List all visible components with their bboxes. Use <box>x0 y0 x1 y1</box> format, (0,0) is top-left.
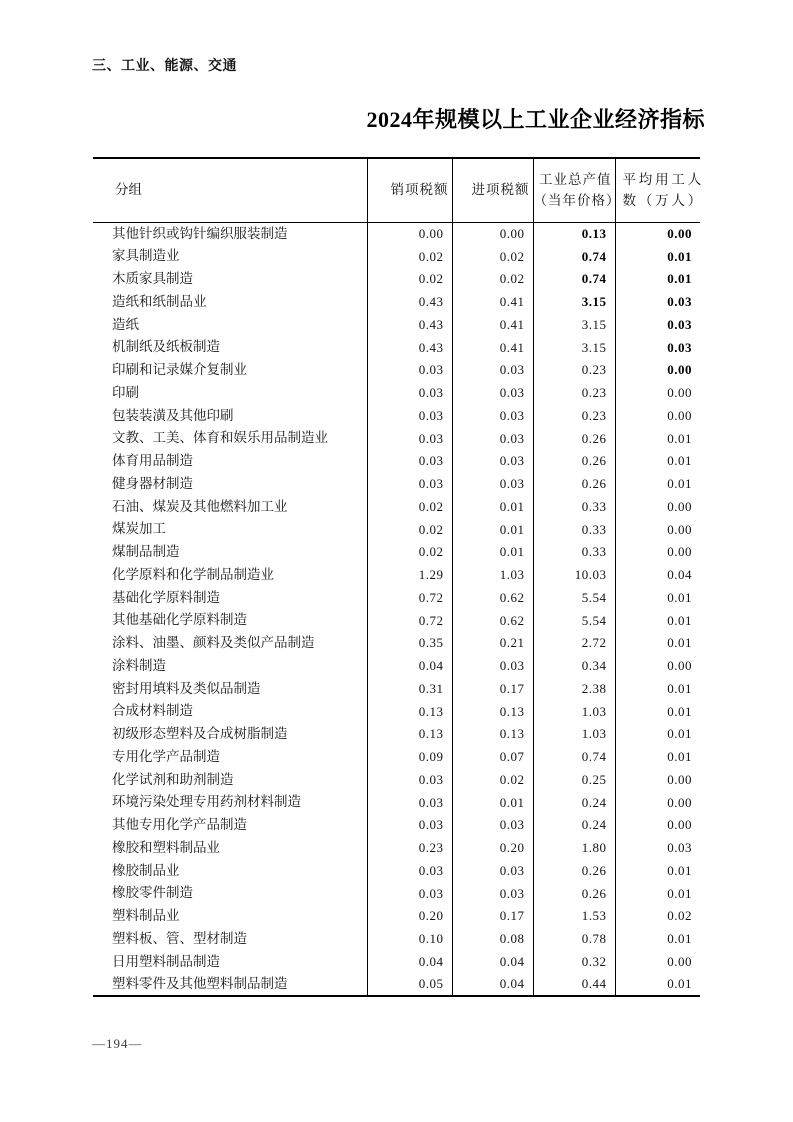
table-row <box>93 950 700 973</box>
row-value: 0.26 <box>533 472 615 495</box>
column-header-gross-output-value <box>533 158 621 222</box>
row-value: 0.00 <box>615 495 700 518</box>
table-row <box>93 222 700 245</box>
row-category: 橡胶零件制造 <box>112 885 193 901</box>
row-value: 0.04 <box>367 950 452 973</box>
row-value: 0.00 <box>615 359 700 382</box>
table-row <box>93 700 700 723</box>
table-row <box>93 859 700 882</box>
row-value: 0.05 <box>367 973 452 996</box>
row-value: 1.03 <box>533 700 615 723</box>
row-value: 0.26 <box>533 450 615 473</box>
row-value: 0.26 <box>533 882 615 905</box>
row-value: 0.23 <box>533 359 615 382</box>
row-value: 0.01 <box>615 427 700 450</box>
row-value: 0.13 <box>367 700 452 723</box>
row-value: 0.00 <box>615 404 700 427</box>
row-value: 0.01 <box>452 495 533 518</box>
column-header-avg-employees <box>615 158 704 222</box>
row-value: 0.03 <box>367 381 452 404</box>
row-value: 0.01 <box>452 541 533 564</box>
row-value: 0.04 <box>615 563 700 586</box>
row-value: 0.04 <box>452 973 533 996</box>
row-category: 健身器材制造 <box>112 475 193 491</box>
row-value: 0.02 <box>367 495 452 518</box>
table-body <box>93 222 700 996</box>
row-value: 0.03 <box>452 654 533 677</box>
row-value: 0.04 <box>452 950 533 973</box>
row-value: 0.03 <box>367 359 452 382</box>
table-row <box>93 586 700 609</box>
table-row <box>93 654 700 677</box>
row-value: 0.26 <box>533 859 615 882</box>
row-value: 0.02 <box>367 541 452 564</box>
row-category: 塑料制品业 <box>112 908 180 924</box>
row-value: 0.00 <box>615 518 700 541</box>
row-value: 0.33 <box>533 518 615 541</box>
row-value: 0.01 <box>615 245 700 268</box>
row-value: 0.31 <box>367 677 452 700</box>
row-category: 包装装潢及其他印刷 <box>112 407 234 423</box>
table-row <box>93 723 700 746</box>
row-value: 0.03 <box>367 427 452 450</box>
row-category: 涂料、油墨、颜料及类似产品制造 <box>112 635 315 651</box>
row-category: 木质家具制造 <box>112 271 193 287</box>
row-value: 0.17 <box>452 677 533 700</box>
column-header-label: 分组 <box>115 182 142 198</box>
row-value: 0.78 <box>533 927 615 950</box>
row-value: 0.23 <box>367 836 452 859</box>
row-value: 0.03 <box>367 450 452 473</box>
row-value: 0.24 <box>533 791 615 814</box>
row-value: 0.43 <box>367 313 452 336</box>
table-row <box>93 632 700 655</box>
row-value: 0.23 <box>533 381 615 404</box>
row-value: 0.33 <box>533 541 615 564</box>
row-category: 环境污染处理专用药剂材料制造 <box>112 794 301 810</box>
row-value: 0.34 <box>533 654 615 677</box>
row-value: 3.15 <box>533 313 615 336</box>
row-value: 0.62 <box>452 609 533 632</box>
row-value: 0.13 <box>367 723 452 746</box>
row-category: 日用塑料制品制造 <box>112 953 220 969</box>
row-category: 塑料板、管、型材制造 <box>112 930 247 946</box>
row-value: 0.00 <box>367 222 452 245</box>
row-value: 0.00 <box>615 222 700 245</box>
row-value: 1.03 <box>452 563 533 586</box>
table-row <box>93 836 700 859</box>
row-value: 0.10 <box>367 927 452 950</box>
row-category: 涂料制造 <box>112 657 166 673</box>
row-value: 0.03 <box>452 427 533 450</box>
row-value: 0.03 <box>367 404 452 427</box>
row-value: 0.00 <box>615 791 700 814</box>
table-row <box>93 427 700 450</box>
row-value: 0.07 <box>452 745 533 768</box>
row-value: 0.21 <box>452 632 533 655</box>
row-value: 0.01 <box>615 700 700 723</box>
indicators-table <box>93 157 704 997</box>
row-value: 0.00 <box>615 950 700 973</box>
table-header <box>93 158 704 222</box>
row-value: 0.03 <box>615 336 700 359</box>
table-row <box>93 268 700 291</box>
row-category: 家具制造业 <box>112 248 180 264</box>
row-value: 0.74 <box>533 268 615 291</box>
row-value: 0.03 <box>452 404 533 427</box>
row-value: 0.41 <box>452 313 533 336</box>
row-value: 0.01 <box>615 632 700 655</box>
row-value: 0.43 <box>367 336 452 359</box>
row-value: 3.15 <box>533 290 615 313</box>
row-value: 0.03 <box>367 768 452 791</box>
column-header-output-tax <box>367 158 452 222</box>
table-row <box>93 882 700 905</box>
row-category: 煤炭加工 <box>112 521 166 537</box>
row-value: 0.03 <box>615 290 700 313</box>
row-value: 0.03 <box>452 814 533 837</box>
row-value: 0.74 <box>533 245 615 268</box>
row-category: 体育用品制造 <box>112 453 193 469</box>
row-value: 5.54 <box>533 609 615 632</box>
row-value: 0.25 <box>533 768 615 791</box>
row-category: 其他针织或钩针编织服装制造 <box>112 225 288 241</box>
row-category: 化学试剂和助剂制造 <box>112 771 234 787</box>
row-value: 0.00 <box>615 541 700 564</box>
row-value: 0.72 <box>367 586 452 609</box>
table-row <box>93 814 700 837</box>
row-value: 0.02 <box>452 768 533 791</box>
row-value: 0.02 <box>367 268 452 291</box>
table-row <box>93 541 700 564</box>
row-value: 0.01 <box>615 723 700 746</box>
row-value: 0.03 <box>367 882 452 905</box>
row-value: 0.02 <box>615 905 700 928</box>
row-value: 0.44 <box>533 973 615 996</box>
row-value: 0.04 <box>367 654 452 677</box>
row-value: 3.15 <box>533 336 615 359</box>
row-value: 10.03 <box>533 563 615 586</box>
table-row <box>93 336 700 359</box>
column-header-group <box>93 158 367 222</box>
table-row <box>93 245 700 268</box>
table-row <box>93 495 700 518</box>
row-value: 0.03 <box>615 836 700 859</box>
row-value: 0.01 <box>615 472 700 495</box>
row-category: 塑料零件及其他塑料制品制造 <box>112 975 288 991</box>
row-value: 0.17 <box>452 905 533 928</box>
table-row <box>93 359 700 382</box>
row-value: 0.03 <box>452 472 533 495</box>
page-title: 2024年规模以上工业企业经济指标 <box>366 107 705 132</box>
row-category: 造纸 <box>112 316 139 332</box>
table-row <box>93 973 700 996</box>
row-value: 0.35 <box>367 632 452 655</box>
row-value: 0.03 <box>367 814 452 837</box>
row-value: 0.00 <box>615 768 700 791</box>
row-value: 0.01 <box>615 677 700 700</box>
row-value: 0.33 <box>533 495 615 518</box>
row-category: 橡胶和塑料制品业 <box>112 839 220 855</box>
row-value: 0.03 <box>452 450 533 473</box>
row-value: 0.00 <box>615 654 700 677</box>
row-category: 密封用填料及类似品制造 <box>112 680 261 696</box>
table-row <box>93 404 700 427</box>
table-row <box>93 745 700 768</box>
row-value: 0.01 <box>615 882 700 905</box>
table-row <box>93 927 700 950</box>
row-category: 橡胶制品业 <box>112 862 180 878</box>
row-category: 煤制品制造 <box>112 544 180 560</box>
row-category: 机制纸及纸板制造 <box>112 339 220 355</box>
row-value: 0.74 <box>533 745 615 768</box>
column-header-label: 工业总产值 <box>539 171 612 187</box>
table-row <box>93 450 700 473</box>
page-number: —194— <box>92 1036 143 1051</box>
row-value: 1.80 <box>533 836 615 859</box>
row-value: 0.13 <box>452 700 533 723</box>
row-category: 基础化学原料制造 <box>112 589 220 605</box>
row-value: 0.41 <box>452 290 533 313</box>
row-value: 0.43 <box>367 290 452 313</box>
row-value: 0.24 <box>533 814 615 837</box>
row-value: 0.01 <box>615 609 700 632</box>
row-value: 0.03 <box>452 381 533 404</box>
row-value: 0.03 <box>452 359 533 382</box>
row-category: 初级形态塑料及合成树脂制造 <box>112 726 288 742</box>
row-category: 其他专用化学产品制造 <box>112 817 247 833</box>
row-value: 0.03 <box>367 859 452 882</box>
row-value: 2.72 <box>533 632 615 655</box>
row-value: 0.01 <box>615 859 700 882</box>
row-value: 1.03 <box>533 723 615 746</box>
row-value: 5.54 <box>533 586 615 609</box>
row-value: 0.02 <box>452 245 533 268</box>
row-value: 0.08 <box>452 927 533 950</box>
row-value: 0.03 <box>452 859 533 882</box>
row-category: 化学原料和化学制品制造业 <box>112 566 274 582</box>
table-row <box>93 313 700 336</box>
row-value: 0.03 <box>367 472 452 495</box>
row-value: 0.01 <box>615 927 700 950</box>
row-value: 0.01 <box>615 268 700 291</box>
row-value: 0.41 <box>452 336 533 359</box>
row-value: 0.00 <box>615 381 700 404</box>
row-value: 0.02 <box>367 518 452 541</box>
row-value: 0.26 <box>533 427 615 450</box>
row-value: 0.03 <box>452 882 533 905</box>
table-row <box>93 472 700 495</box>
row-value: 0.20 <box>367 905 452 928</box>
row-value: 1.53 <box>533 905 615 928</box>
row-value: 0.01 <box>452 791 533 814</box>
row-category: 石油、煤炭及其他燃料加工业 <box>112 498 288 514</box>
column-header-input-tax <box>452 158 533 222</box>
table-row <box>93 518 700 541</box>
row-value: 0.03 <box>615 313 700 336</box>
column-header-label: 平均用工人 <box>622 171 704 187</box>
row-value: 0.01 <box>615 973 700 996</box>
row-value: 0.32 <box>533 950 615 973</box>
column-header-label: 进项税额 <box>471 182 530 198</box>
row-value: 0.20 <box>452 836 533 859</box>
table-row <box>93 381 700 404</box>
table-row <box>93 768 700 791</box>
table-row <box>93 563 700 586</box>
row-value: 0.03 <box>367 791 452 814</box>
column-header-label: （当年价格） <box>533 193 621 209</box>
row-value: 0.23 <box>533 404 615 427</box>
column-header-label: 销项税额 <box>390 182 449 198</box>
row-category: 印刷和记录媒介复制业 <box>112 362 247 378</box>
table-row <box>93 677 700 700</box>
row-category: 印刷 <box>112 384 139 400</box>
row-category: 专用化学产品制造 <box>112 748 220 764</box>
section-header: 三、工业、能源、交通 <box>92 59 237 74</box>
row-value: 0.01 <box>452 518 533 541</box>
row-value: 0.13 <box>533 222 615 245</box>
table-header-row <box>93 158 700 222</box>
row-category: 文教、工美、体育和娱乐用品制造业 <box>112 430 328 446</box>
row-value: 0.02 <box>452 268 533 291</box>
row-value: 0.01 <box>615 450 700 473</box>
row-value: 0.00 <box>615 814 700 837</box>
row-category: 合成材料制造 <box>112 703 193 719</box>
table-row <box>93 791 700 814</box>
table-row <box>93 905 700 928</box>
row-value: 0.01 <box>615 745 700 768</box>
row-value: 0.09 <box>367 745 452 768</box>
row-value: 0.62 <box>452 586 533 609</box>
row-value: 0.00 <box>452 222 533 245</box>
row-value: 2.38 <box>533 677 615 700</box>
column-header-label: 数（万人） <box>622 193 704 209</box>
row-category: 造纸和纸制品业 <box>112 293 207 309</box>
table-row <box>93 609 700 632</box>
row-category: 其他基础化学原料制造 <box>112 612 247 628</box>
row-value: 0.13 <box>452 723 533 746</box>
row-value: 0.02 <box>367 245 452 268</box>
row-value: 1.29 <box>367 563 452 586</box>
table-row <box>93 290 700 313</box>
row-value: 0.01 <box>615 586 700 609</box>
row-value: 0.72 <box>367 609 452 632</box>
